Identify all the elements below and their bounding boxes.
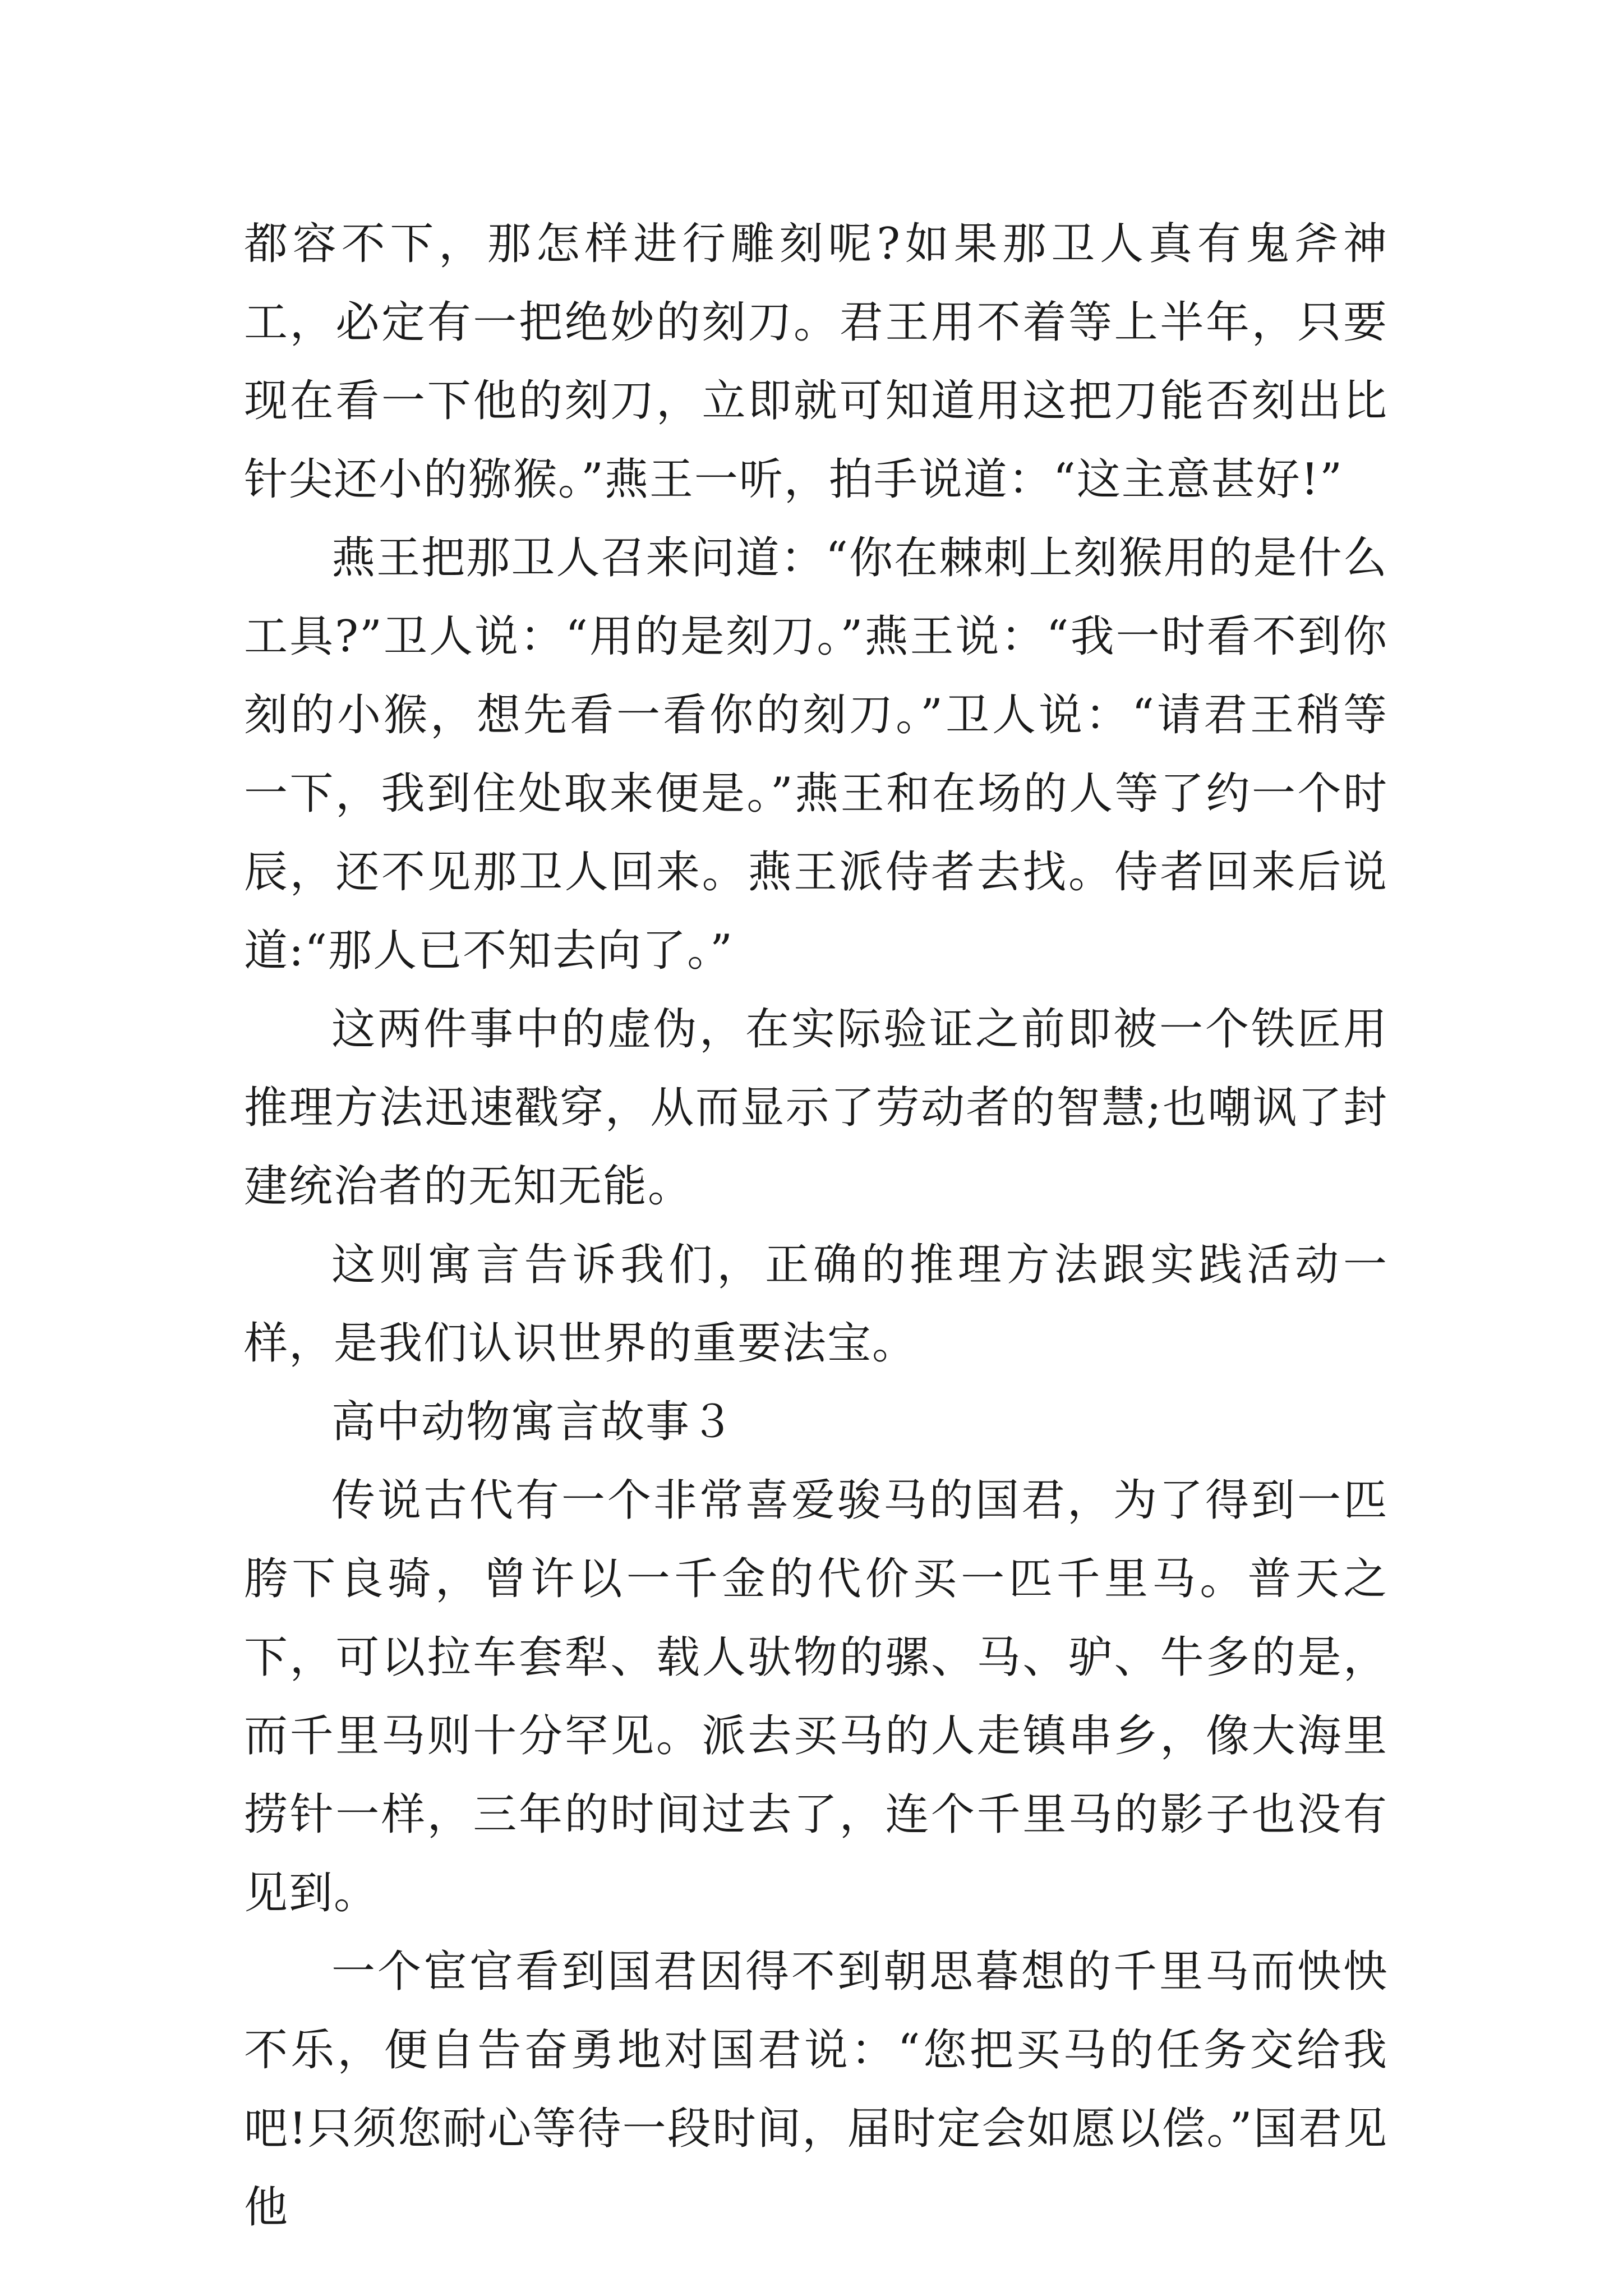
section-heading: 高中动物寓言故事３ xyxy=(331,1397,736,1447)
paragraph: 一个宦官看到国君因得不到朝思暮想的千里马而怏怏不乐，便自告奋勇地对国君说：“您把买马的任务交给我吧!只须您耐心等待一段时间，届时定会如愿以偿。”国君见他 xyxy=(244,1947,1388,2233)
paragraph: 传说古代有一个非常喜爱骏马的国君，为了得到一匹胯下良骑，曾许以一千金的代价买一匹千里马。普天之下，可以拉车套犁、载人驮物的骡、马、驴、牛多的是，而千里马则十分罕见。派去买马的人走镇串乡，像大海里捞针一样，三年的时间过去了，连个千里马的影子也没有见到。 xyxy=(244,1475,1388,1918)
paragraph: 这则寓言告诉我们，正确的推理方法跟实践活动一样，是我们认识世界的重要法宝。 xyxy=(244,1240,1388,1369)
document-body xyxy=(244,205,1388,2247)
paragraph-continued: 都容不下，那怎样进行雕刻呢?如果那卫人真有鬼斧神工，必定有一把绝妙的刻刀。君王用不着等上半年，只要现在看一下他的刻刀，立即就可知道用这把刀能否刻出比针尖还小的猕猴。”燕王一听，拍手说道：“这主意甚好!” xyxy=(244,219,1388,505)
paragraph: 这两件事中的虚伪，在实际验证之前即被一个铁匠用推理方法迅速戳穿，从而显示了劳动者的智慧;也嘲讽了封建统治者的无知无能。 xyxy=(244,1004,1388,1212)
paragraph: 燕王把那卫人召来问道：“你在棘刺上刻猴用的是什么工具?”卫人说：“用的是刻刀。”燕王说：“我一时看不到你刻的小猴，想先看一看你的刻刀。”卫人说：“请君王稍等一下，我到住处取来便是。”燕王和在场的人等了约一个时辰，还不见那卫人回来。燕王派侍者去找。侍者回来后说道:“那人已不知去向了。” xyxy=(244,533,1388,976)
